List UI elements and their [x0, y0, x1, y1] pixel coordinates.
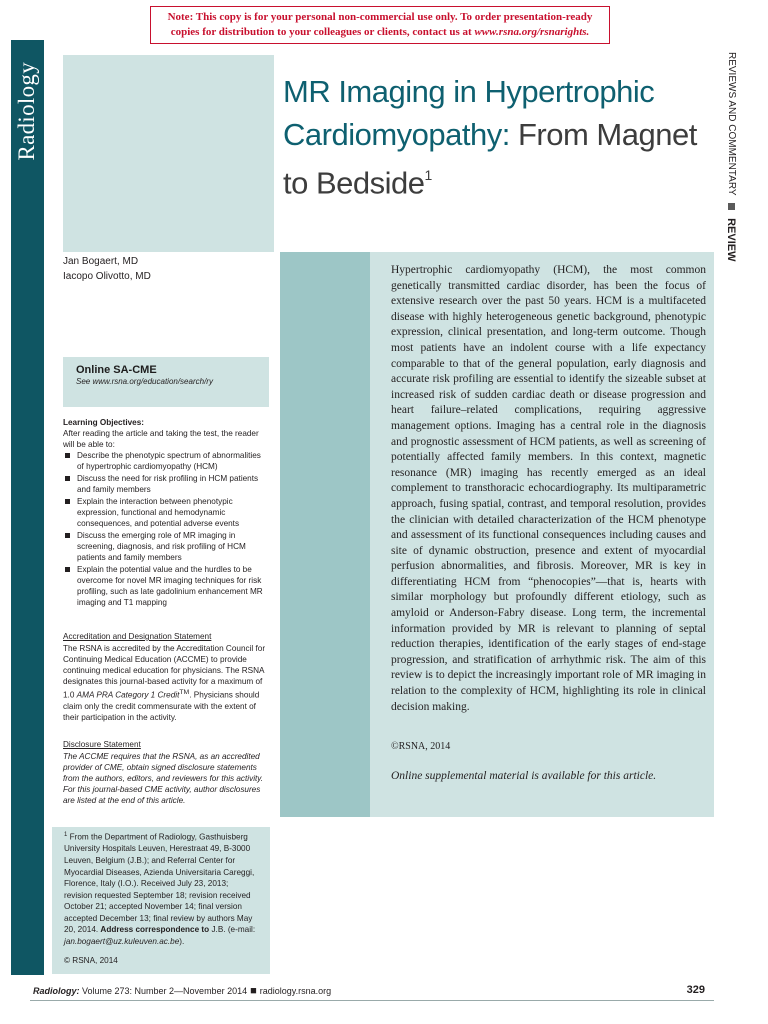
- objectives-list: [63, 450, 268, 608]
- footer-issue: Volume 273: Number 2—November 2014: [79, 986, 248, 996]
- correspondence-close: ).: [179, 937, 185, 947]
- section-type: REVIEW: [725, 218, 737, 262]
- footnote-copyright: © RSNA, 2014: [64, 956, 118, 965]
- notice-line-2: [151, 25, 609, 40]
- square-bullet-icon: [728, 203, 735, 210]
- footer-site-link[interactable]: radiology.rsna.org: [259, 986, 332, 996]
- article-title: [283, 70, 713, 204]
- list-item: Discuss the need for risk profiling in HCM patients and family members: [63, 473, 268, 495]
- title-footnote-marker: 1: [424, 167, 432, 183]
- abstract-text: Hypertrophic cardiomyopathy (HCM), the most common genetically transmitted cardiac disorder, has been the focus of extensive research over the past 50 years. HCM is a multifaceted disease with highly heterogeneous genetic background, phenotypic expression, clinical presentation, and long-term outcome. Though most patients have an indolent course with a life expectancy comparable to that of the general population, early diagnosis and accurate risk profiling are essential to identify the sizeable subset at increased risk of sudden cardiac death or disease progression and heart failure–related complications, requiring aggressive management options. Imaging has a central role in the diagnosis and prognostic assessment of HCM patients, as well as screening of potentially affected family members. In this context, magnetic resonance (MR) imaging has recently emerged as an ideal complement to transthoracic echocardiography. Its multiparametric approach, fusing spatial, contrast, and temporal resolution, provides the clinician with detailed characterization of the HCM phenotype and assessment of its functional consequences including causes and site of dynamic obstruction, presence and extent of myocardial perfusion abnormalities, and fibrosis. Moreover, MR is key in differentiating HCM from “phenocopies”—that is, hearts with similar morphology but profoundly different etiology, such as amyloid or Anderson-Fabry disease. Long term, the incremental information provided by MR is relevant to planning of septal reduction therapies, identification of the early stages of end-stage progression, and stratification of arrhythmic risk. The aim of this review is to depict the increasingly important role of MR imaging in relation to the complexity of HCM, highlighting its role in clinical decision making.: [391, 264, 706, 713]
- correspondence-text: J.B. (e-mail:: [209, 925, 256, 935]
- author: Iacopo Olivotto, MD: [63, 271, 151, 282]
- supplemental-note: Online supplemental material is available for this article.: [391, 770, 657, 782]
- disclosure-statement: [63, 739, 268, 806]
- rights-link[interactable]: www.rsna.org/rsnarights.: [474, 26, 590, 38]
- journal-name: Radiology: [14, 62, 39, 161]
- objectives-intro: After reading the article and taking the test, the reader will be able to:: [63, 429, 259, 449]
- list-item: Explain the interaction between phenotypic expression, functional and hemodynamic consequences, and potential adverse events: [63, 496, 268, 529]
- cme-title: Online SA-CME: [76, 364, 157, 376]
- accreditation-text-end: . Physicians should claim only the credit commensurate with the extent of their participation in the activity.: [63, 690, 260, 722]
- section-side-bar: [722, 40, 746, 1024]
- affiliation-footnote: [52, 827, 270, 974]
- footnote-marker: 1: [64, 832, 68, 838]
- section-category: REVIEWS AND COMMENTARY: [726, 52, 737, 196]
- disclosure-heading: Disclosure Statement: [63, 740, 141, 749]
- author: Jan Bogaert, MD: [63, 256, 139, 267]
- notice-line-2-text: copies for distribution to your colleagues or clients, contact us at: [170, 26, 475, 38]
- trademark: TM: [179, 689, 190, 696]
- notice-box: [150, 6, 610, 44]
- cme-link[interactable]: See www.rsna.org/education/search/ry: [76, 377, 213, 386]
- footer-rule: [30, 1000, 714, 1001]
- abstract-accent-stripe: [280, 252, 370, 817]
- title-main: MR Imaging in Hypertrophic Cardiomyopathy:: [283, 74, 655, 152]
- accreditation-text: The RSNA is accredited by the Accreditation Council for Continuing Medical Education (ACCME) to provide continuing medical education for physicians. The RSNA designates this journal-based activity for a maximum of 1.0: [63, 644, 266, 700]
- section-label: [725, 52, 737, 262]
- credit-name: AMA PRA Category 1 Credit: [76, 690, 180, 700]
- cme-box: [63, 357, 269, 407]
- footnote-text: From the Department of Radiology, Gasthuisberg University Hospitals Leuven, Herestraat 49, B-3000 Leuven, Belgium (J.B.); and Referral Center for Myocardial Diseases, Azienda Universitaria Careggi, Florence, Italy (I.O.). Received July 23, 2013; revision requested September 18; revision received October 21; accepted November 14; final version accepted December 13; final review by authors May 20, 2014.: [64, 832, 255, 935]
- page-number: 329: [686, 984, 705, 996]
- list-item: Discuss the emerging role of MR imaging in screening, diagnosis, and risk profiling of HCM patients and family members: [63, 530, 268, 563]
- objectives-heading: Learning Objectives:: [63, 418, 144, 427]
- notice-line-1: Note: This copy is for your personal non-commercial use only. To order presentation-ready: [167, 11, 593, 23]
- footer-separator: ■: [250, 985, 257, 997]
- title-subtitle: From Magnet to Bedside: [283, 117, 697, 201]
- list-item: Describe the phenotypic spectrum of abnormalities of hypertrophic cardiomyopathy (HCM): [63, 450, 268, 472]
- list-item: Explain the potential value and the hurdles to be overcome for novel MR imaging techniques for risk profiling, such as late gadolinium enhancement MR imaging and T1 mapping: [63, 564, 268, 608]
- email-link[interactable]: jan.bogaert@uz.kuleuven.ac.be: [64, 937, 180, 947]
- journal-side-bar: [11, 40, 44, 975]
- disclosure-text: The ACCME requires that the RSNA, as an accredited provider of CME, obtain signed disclosure statements from the authors, editors, and reviewers for this activity. For this journal-based CME activity, author disclosures are listed at the end of this article.: [63, 752, 264, 805]
- author-list: [63, 254, 263, 284]
- correspondence-label: Address correspondence to: [100, 925, 210, 935]
- abstract-copyright: ©RSNA, 2014: [391, 741, 451, 752]
- accreditation-statement: [63, 631, 268, 723]
- learning-objectives: [63, 417, 268, 609]
- accreditation-heading: Accreditation and Designation Statement: [63, 632, 212, 641]
- page-footer: [33, 985, 713, 997]
- footer-journal: Radiology:: [33, 986, 80, 996]
- title-color-panel: [63, 55, 274, 252]
